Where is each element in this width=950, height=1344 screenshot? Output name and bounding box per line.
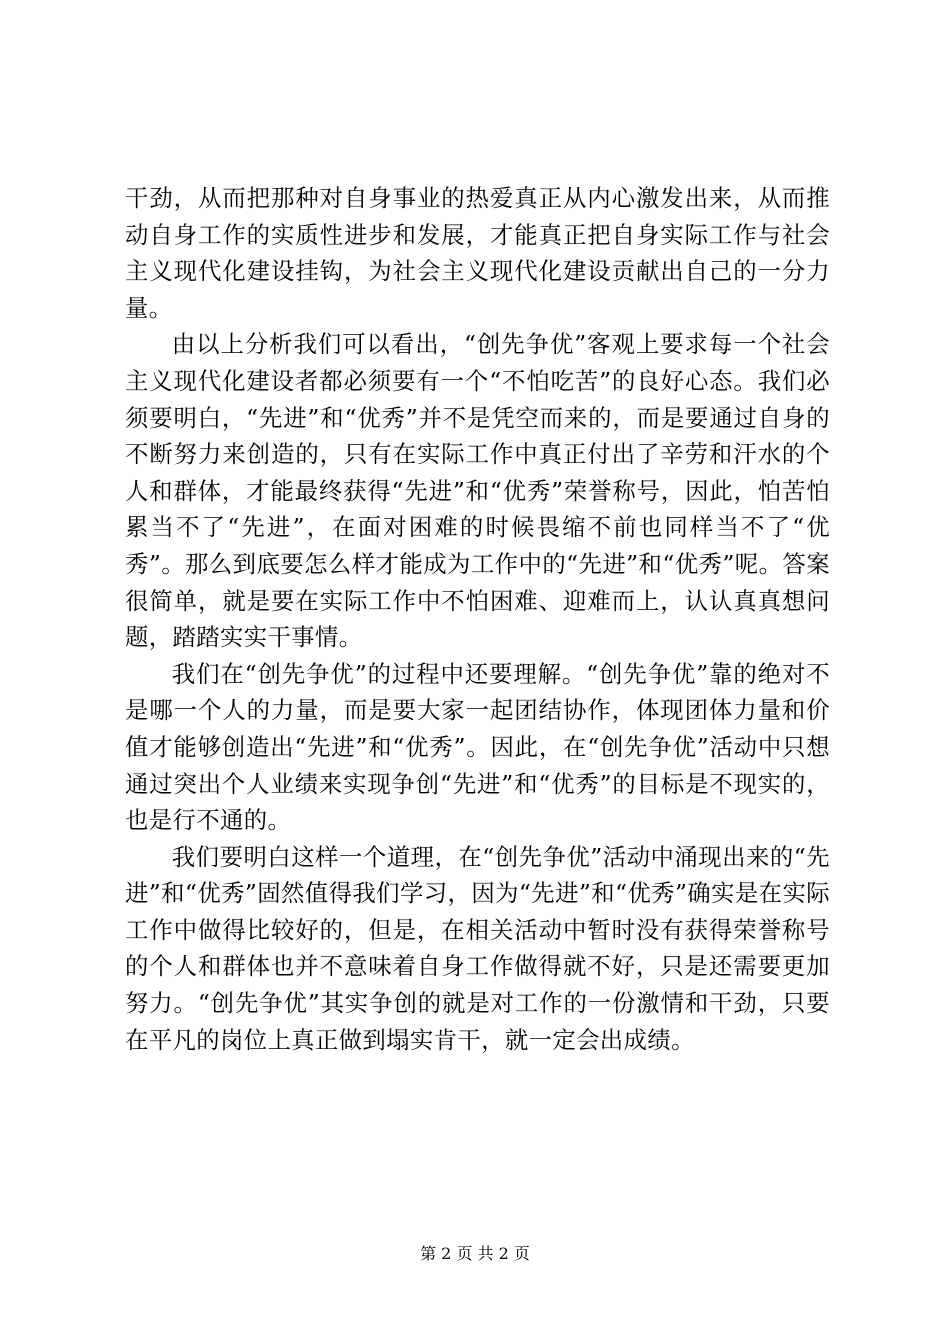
paragraph-4: 我们要明白这样一个道理，在“创先争优”活动中涌现出来的“先进”和“优秀”固然值得我们学习，因为“先进”和“优秀”确实是在实际工作中做得比较好的，但是，在相关活动中暂时没有获得荣誉称号的个人和群体也并不意味着自身工作做得就不好，只是还需要更加努力。“创先争优”其实争创的就是对工作的一份激情和干劲，只要在平凡的岗位上真正做到塌实肯干，就一定会出成绩。 [125, 842, 830, 1054]
page-number-footer: 第 2 页 共 2 页 [420, 1244, 530, 1263]
document-body [125, 180, 830, 1058]
paragraph-2: 由以上分析我们可以看出，“创先争优”客观上要求每一个社会主义现代化建设者都必须要有一个“不怕吃苦”的良好心态。我们必须要明白，“先进”和“优秀”并不是凭空而来的，而是要通过自身的不断努力来创造的，只有在实际工作中真正付出了辛劳和汗水的个人和群体，才能最终获得“先进”和“优秀”荣誉称号，因此，怕苦怕累当不了“先进”，在面对困难的时候畏缩不前也同样当不了“优秀”。那么到底要怎么样才能成为工作中的“先进”和“优秀”呢。答案很简单，就是要在实际工作中不怕困难、迎难而上，认认真真想问题，踏踏实实干事情。 [125, 330, 830, 652]
paragraph-3: 我们在“创先争优”的过程中还要理解。“创先争优”靠的绝对不是哪一个人的力量，而是要大家一起团结协作，体现团体力量和价值才能够创造出“先进”和“优秀”。因此，在“创先争优”活动中只想通过突出个人业绩来实现争创“先进”和“优秀”的目标是不现实的，也是行不通的。 [125, 659, 830, 835]
paragraph-1: 干劲，从而把那种对自身事业的热爱真正从内心激发出来，从而推动自身工作的实质性进步和发展，才能真正把自身实际工作与社会主义现代化建设挂钩，为社会主义现代化建设贡献出自己的一分力量。 [125, 184, 830, 322]
